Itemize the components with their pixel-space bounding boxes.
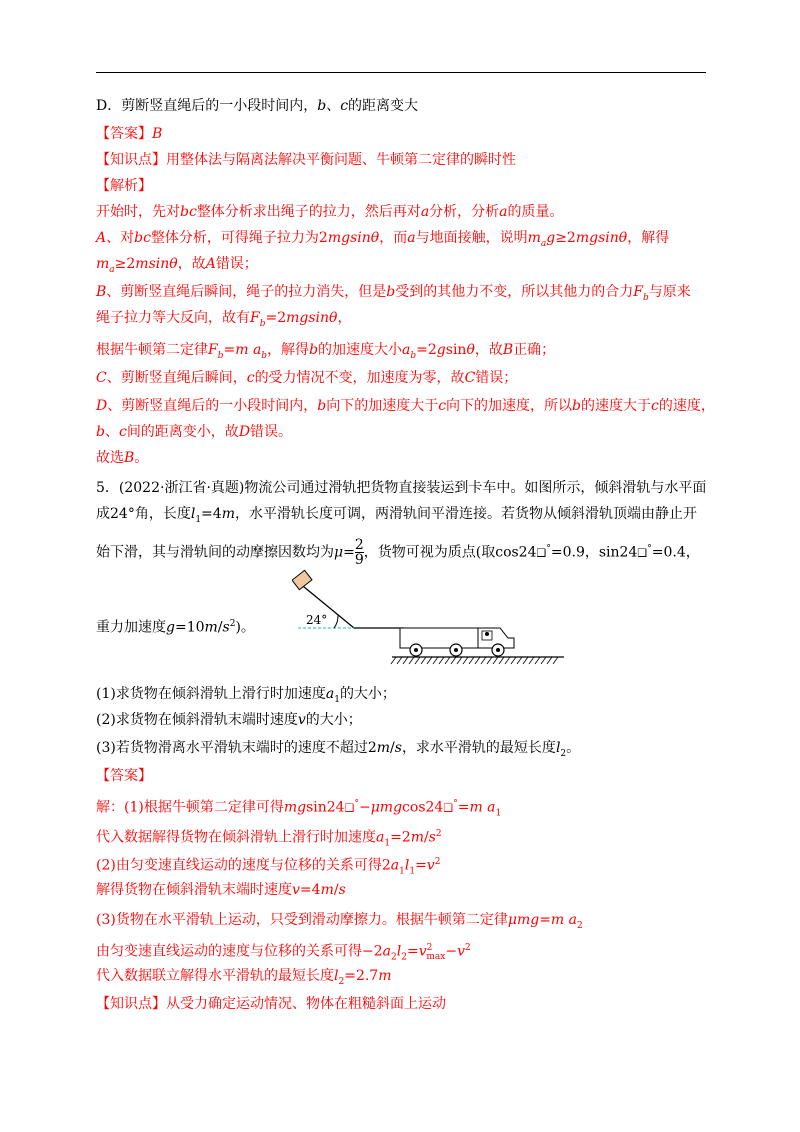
solution-line-4: 解得货物在倾斜滑轨末端时速度v=4m/s [96, 882, 346, 898]
analysis-line-8: D、剪断竖直绳后的一小段时间内，b向下的加速度大于c向下的加速度，所以b的速度大于c的速度， [96, 398, 715, 414]
solution-line-2: 代入数据解得货物在倾斜滑轨上滑行时加速度$a_1=2m/s^2$ [96, 829, 442, 849]
hatch-mark [445, 657, 450, 664]
angle-label: 24° [306, 613, 328, 627]
hatch-mark [541, 657, 546, 664]
analysis-line-5: 绳子拉力等大反向，故有$F_b=2mgsin\theta$， [96, 310, 352, 329]
hatch-mark [415, 657, 420, 664]
driver-icon [485, 632, 489, 636]
analysis-conclusion: 故选B。 [96, 450, 149, 466]
hatch-mark [547, 657, 552, 664]
analysis-line-2: A、对bc整体分析，可得绳子拉力为2mgsinθ，而a与地面接触，说明$m_ag\ge 2mgsin\theta$，解得 [96, 230, 670, 249]
problem-5-line-3: 始下滑，其与滑轨间的动摩擦因数均为μ= $\frac{2}{9}$ ，货物可视为质点(取cos24❑°=0.9，sin24❑°=0.4， [96, 537, 700, 568]
hatch-mark [529, 657, 534, 664]
hatch-mark [469, 657, 474, 664]
hatch-mark [511, 657, 516, 664]
analysis-line-3: $m_a\ge 2msin\theta$，故A错误； [96, 256, 258, 275]
hatch-mark [427, 657, 432, 664]
hatch-mark [391, 657, 396, 664]
option-d: D．剪断竖直绳后的一小段时间内，b、c的距离变大 [96, 98, 419, 114]
solution-line-3: (2)由匀变速直线运动的速度与位移的关系可得$2a_1l_1=v^2$ [96, 857, 441, 877]
cargo-box [292, 570, 312, 589]
hatch-mark [517, 657, 522, 664]
ground-hatching [391, 657, 558, 664]
solution-line-7: 代入数据联立解得水平滑轨的最短长度$l_2=2.7m$ [96, 968, 392, 987]
hatch-mark [535, 657, 540, 664]
header-rule [96, 72, 706, 73]
analysis-label: 【解析】 [96, 178, 152, 194]
analysis-line-4: B、剪断竖直绳后瞬间，绳子的拉力消失，但是b受到的其他力不变，所以其他力的合力$F_b$与原来 [96, 284, 691, 303]
hatch-mark [499, 657, 504, 664]
hatch-mark [523, 657, 528, 664]
hatch-mark [403, 657, 408, 664]
hatch-mark [475, 657, 480, 664]
solution-line-5: (3)货物在水平滑轨上运动，只受到滑动摩擦力。根据牛顿第二定律μmg=m $a_2$ [96, 912, 583, 931]
hatch-mark [439, 657, 444, 664]
solution-line-6: 由匀变速直线运动的速度与位移的关系可得$-2a_2l_2=v^2_{max}-v^2$ [96, 943, 471, 963]
solution-line-1: 解：(1)根据牛顿第二定律可得mgsin24❑°−μmgcos24❑°=m $a_1$ [96, 799, 502, 819]
hatch-mark [553, 657, 558, 664]
hatch-mark [481, 657, 486, 664]
hatch-mark [451, 657, 456, 664]
question-1: (1)求货物在倾斜滑轨上滑行时加速度$a_1$的大小； [96, 686, 396, 705]
angle-arc [334, 615, 338, 628]
answer-label: 【答案】B [96, 126, 163, 142]
hatch-mark [487, 657, 492, 664]
slide-truck-figure [292, 568, 568, 670]
hatch-mark [457, 657, 462, 664]
problem-5-line-2: 成24°角，长度$l_1=4m$，水平滑轨长度可调，两滑轨间平滑连接。若货物从倾斜滑轨顶端由静止开 [96, 506, 697, 525]
answer-label-2: 【答案】 [96, 768, 152, 784]
analysis-line-7: C、剪断竖直绳后瞬间，c的受力情况不变，加速度为零，故C错误； [96, 370, 518, 386]
hatch-mark [409, 657, 414, 664]
hatch-mark [463, 657, 468, 664]
hatch-mark [421, 657, 426, 664]
problem-5-line-4: 重力加速度$g=10m/s^2$)。 [96, 619, 255, 636]
question-3: (3)若货物滑离水平滑轨末端时的速度不超过2m/s，求水平滑轨的最短长度$l_2$。 [96, 740, 581, 759]
knowledge-points-2: 【知识点】从受力确定运动情况、物体在粗糙斜面上运动 [96, 996, 446, 1012]
hatch-mark [493, 657, 498, 664]
knowledge-points-1: 【知识点】用整体法与隔离法解决平衡问题、牛顿第二定律的瞬时性 [96, 152, 516, 168]
analysis-line-6: 根据牛顿第二定律$F_b=m$ $a_b$，解得b的加速度大小$a_b=2gsin\theta$，故B正确； [96, 342, 556, 361]
hatch-mark [505, 657, 510, 664]
hatch-mark [397, 657, 402, 664]
problem-5-line-1: 5．(2022·浙江省·真题)物流公司通过滑轨把货物直接装运到卡车中。如图所示，倾斜滑轨与水平面 [96, 480, 707, 496]
analysis-line-9: b、c间的距离变小，故D错误。 [96, 424, 293, 440]
hatch-mark [433, 657, 438, 664]
question-2: (2)求货物在倾斜滑轨末端时速度v的大小； [96, 712, 362, 728]
analysis-line-1: 开始时，先对bc整体分析求出绳子的拉力，然后再对a分析，分析a的质量。 [96, 204, 564, 220]
